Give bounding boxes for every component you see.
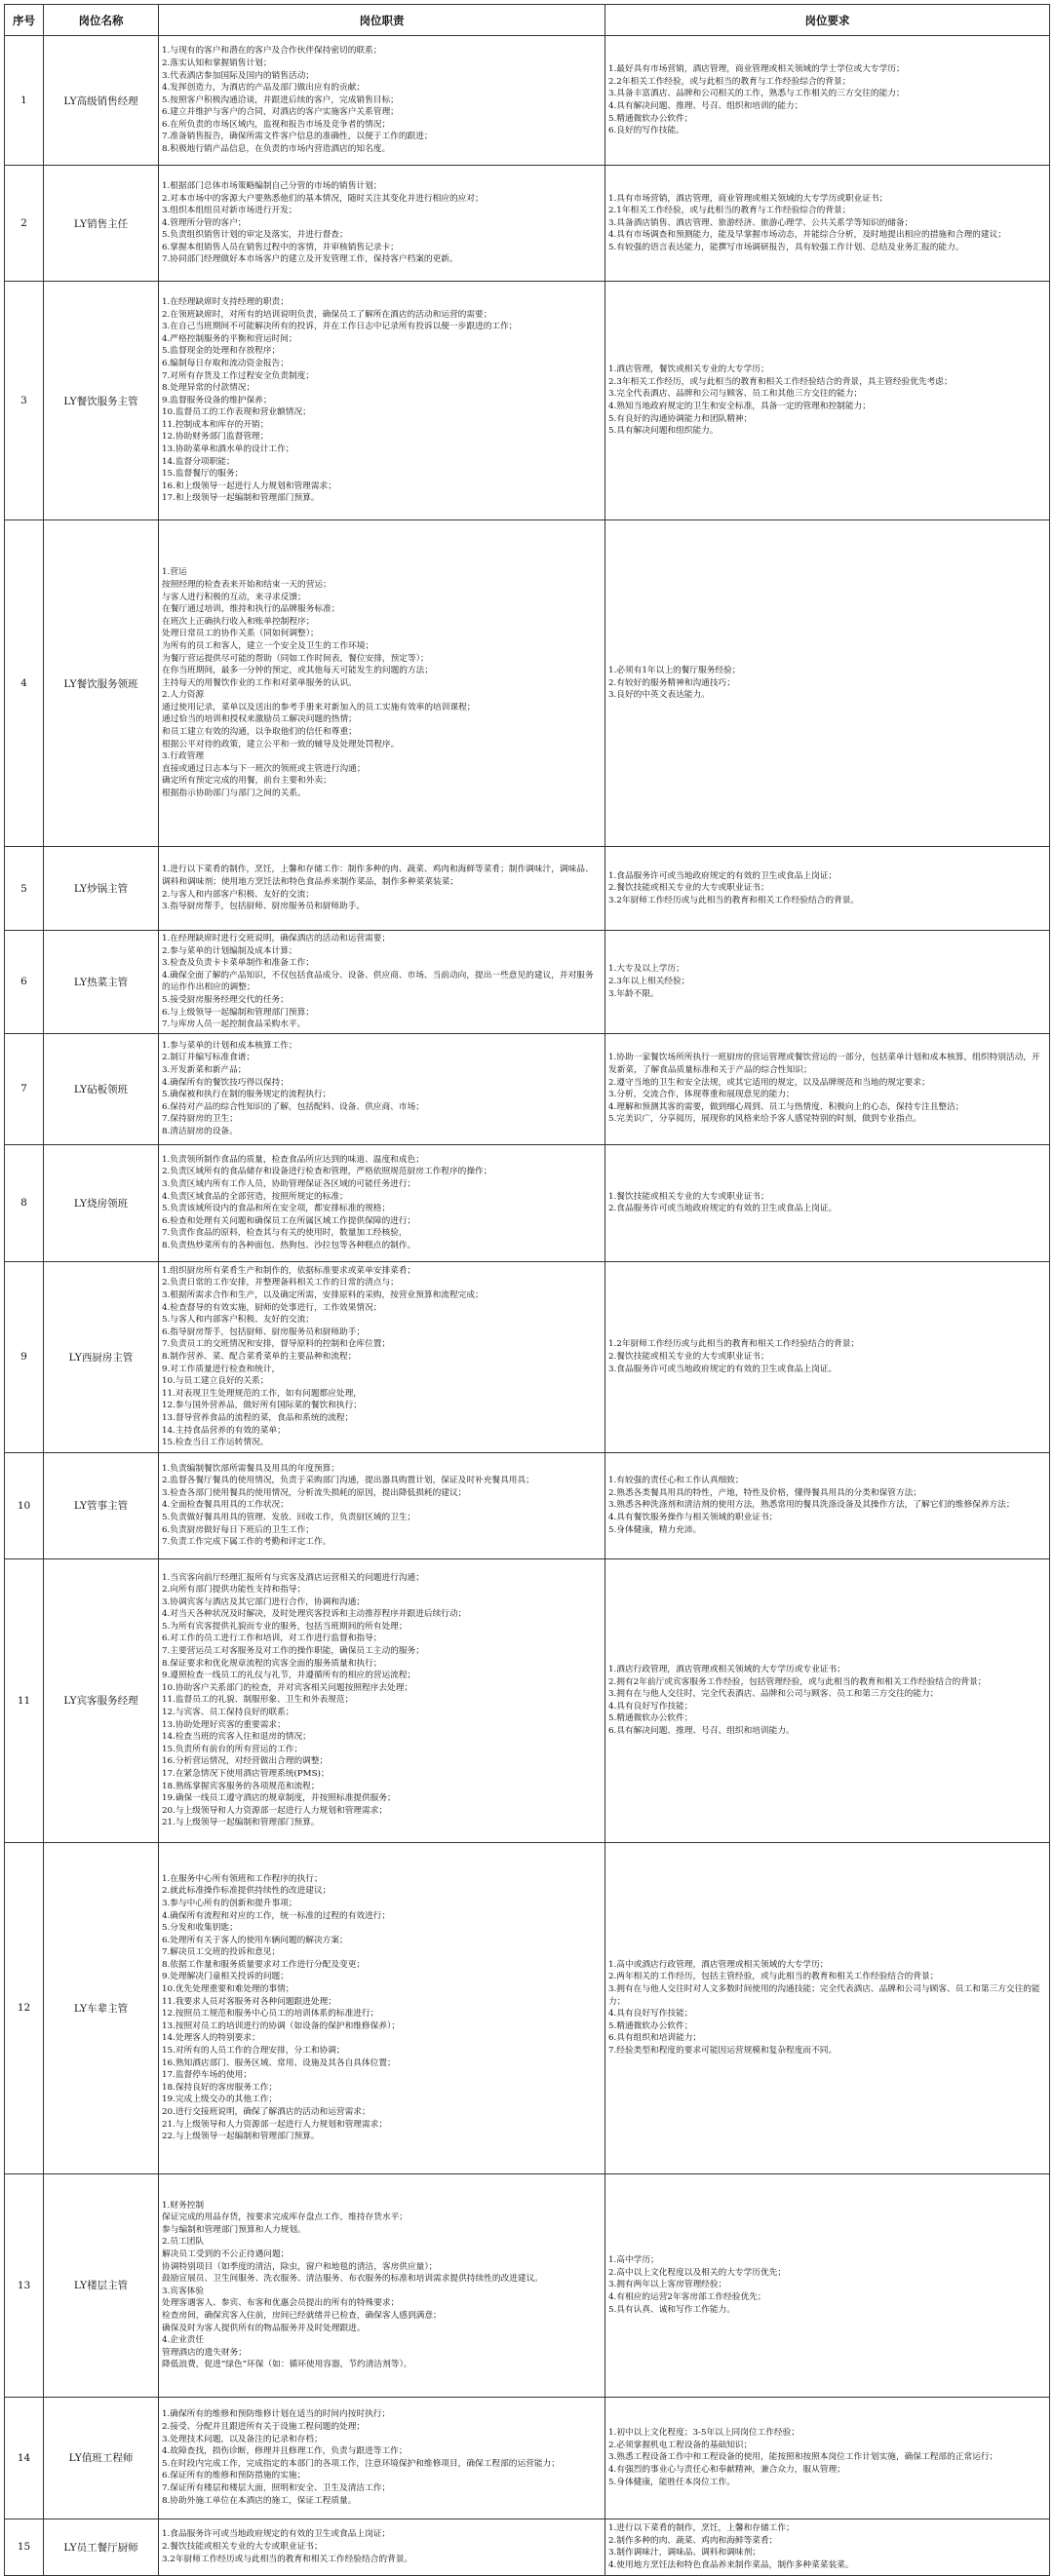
position-requirements: 1.有较强的责任心和工作认真细致； 2.熟悉各类餐具用具的特性，产地，特性及价格，懂得餐具用具的分类和保管方法； 3.熟悉各种洗涤剂和清洁剂的使用方法，熟悉常用的餐具洗涤设备及其操作方法，了解它们的维修保养方法； 4.具有餐饮服务操作与相关领域的职业证书； 5.身体健康，精力充沛。 [605, 1452, 1050, 1558]
position-duties: 1.营运 按照经理的检查表来开始和结束一天的营运； 与客人进行积极的互动，来寻求反馈； 在餐厅通过培训，维持和执行的品牌服务标准； 在班次上正确执行收入和账单控制程序； 处理日常员工的协作关系（同如何调整）； 为所有的员工和客人，建立一个安全及卫生的工作环境； 为餐厅营运提供尽可能的帮助（同如工作时间表，餐位安排，预定等）； 在你当班期间，最多一分钟的预定，或其他每天可能发生的问题的方法； 主持每天的用餐饮作业的工作和对菜单服务的认识。 2.人力资源 通过使用记录，菜单以及送出的参考手册来对新加入的员工实施有效率的培训课程； 通过恰当的培训和授权来激励员工解决问题的热情； 和员工建立有效的沟通，以争取他们的信任和尊重； 根据公平对待的政策，建立公平和一致的辅导及处理处罚程序。 3.行政管理 直接或通过日志本与下一班次的领班或主管进行沟通； 确定所有预定完成的用餐，前台主要和外卖； 根据指示协助部门与部门之间的关系。 [159, 520, 605, 847]
position-name: LY销售主任 [44, 166, 159, 282]
row-index: 3 [5, 282, 44, 520]
position-duties: 1.与现有的客户和潜在的客户及合作伙伴保持密切的联系； 2.落实认知和掌握销售计划； 3.代表酒店参加国际及国内的销售活动； 4.发挥创造力，为酒店的产品及部门做出应有的贡献； 5.按照客户积极沟通洽谈，并跟进后续的客户，完成销售目标； 6.建立并维护与客户的合同，对酒店的客户实施客户关系管理； 6.在所负责的市场区域内，监视和报告市场及竞争者的情况； 7.准备销售报告，确保所需文件客户信息的准确性，以便于工作的跟进； 8.积极地行销产品信息，在负责的市场内营造酒店的知名度。 [159, 36, 605, 166]
position-requirements: 1.具有市场营销，酒店管理，商业管理或相关领域的大专学历或职业证书； 2.1年相关工作经验，或与此相当的教育与工作经验综合的背景； 3.具备酒店销售、酒店管理、旅游经济、旅游心理学、公共关系学等知识的储备； 4.具有市场调查和预测能力，能及早掌握市场动态，并能综合分析，及时地提出相应的措施和合理的建议； 5.有较强的语言表达能力，能撰写市场调研报告，具有较强工作计划、总结及业务汇报的能力。 [605, 166, 1050, 282]
table-row [5, 1842, 1050, 2173]
row-index: 4 [5, 520, 44, 847]
position-duties: 1.食品服务许可或当地政府规定的有效的卫生或食品上岗证； 2.餐饮技能或相关专业的大专或职业证书； 3.2年厨师工作经历或与此相当的教育和相关工作经验结合的背景。 [159, 2518, 605, 2575]
job-description-table [4, 4, 1050, 2576]
position-name: LY餐饮服务领班 [44, 520, 159, 847]
table-row [5, 847, 1050, 931]
position-requirements: 1.餐饮技能或相关专业的大专或职业证书； 2.食品服务许可或当地政府规定的有效的卫生或食品上岗证。 [605, 1144, 1050, 1261]
header-row [5, 5, 1050, 36]
position-name: LY烧房领班 [44, 1144, 159, 1261]
table-row [5, 282, 1050, 520]
position-requirements: 1.大专及以上学历； 2.3年以上相关经验； 3.年龄不限。 [605, 931, 1050, 1034]
position-name: LY员工餐厅厨师 [44, 2518, 159, 2575]
position-name: LY车辈主管 [44, 1842, 159, 2173]
position-requirements: 1.高中或酒店行政管理，酒店管理或相关领域的大专学历； 2.两年相关的工作经历，包括主管经验，或与此相当的教育和相关工作经验结合的背景； 3.拥有在与他人交往时对人文多数时间使用的沟通技能；完全代表酒店、品牌和公司与顾客、员工和第三方交往的能力； 4.具有良好写作技能； 5.精通微软办公软件； 6.具有组织和培训能力； 7.经验类型和程度的要求可能因运营规模和复杂程度而不同。 [605, 1842, 1050, 2173]
position-name: LY炒锅主管 [44, 847, 159, 931]
table-row [5, 36, 1050, 166]
position-duties: 1.根据部门总体市场策略编制自己分管的市场的销售计划； 2.对本市场中的客源大户要熟悉他们的基本情况，随时关注其变化并进行相应的应对； 3.组织本组组员对新市场进行开发； 4.管理所分管的客户； 5.负责组织销售计划的审定及落实，并进行督查； 6.掌握本组销售人员在销售过程中的客情，并审核销售记录卡； 7.协同部门经理做好本市场客户的建立及开发管理工作，保持客户档案的更新。 [159, 166, 605, 282]
table-row [5, 1033, 1050, 1144]
row-index: 7 [5, 1033, 44, 1144]
row-index: 2 [5, 166, 44, 282]
position-requirements: 1.高中学历； 2.高中以上文化程度以及相关的大专学历优先； 3.拥有两年以上客房管理经验； 4.有相应的运营2年客房部工作经验优先； 5.具有认真、诚和写作工作能力。 [605, 2173, 1050, 2397]
position-duties: 1.参与菜单的计划和成本核算工作； 2.制订并编写标准食谱； 3.开发新菜和新产品； 4.确保所有的餐饮技巧得以保持； 5.确保被和执行在制的服务规定的流程执行； 6.保持对产品的综合性知识的了解，包括配料、设备、供应商、市场； 7.保持厨房的卫生； 8.清洁厨房的设备。 [159, 1033, 605, 1144]
position-name: LY砧板领班 [44, 1033, 159, 1144]
row-index: 15 [5, 2518, 44, 2575]
row-index: 9 [5, 1261, 44, 1452]
table-row [5, 1261, 1050, 1452]
header-requirements: 岗位要求 [605, 5, 1050, 36]
header-duties: 岗位职责 [159, 5, 605, 36]
table-row [5, 1144, 1050, 1261]
position-duties: 1.在经理缺席时进行交班说明，确保酒店的活动和运营需要； 2.参与菜单的计划编制及成本计算； 3.检查及负责卡卡菜单制作和准备工作； 4.确保全面了解的产品知识，不仅包括食品成分、设备、供应商、市场、当前动向，提出一些意见的建议，并对服务的运作作出相应的调整； 5.接受厨房服务经理交代的任务； 6.与上级领导一起编制和管理部门预算； 7.与库房人员一起控制食品采购水平。 [159, 931, 605, 1034]
row-index: 5 [5, 847, 44, 931]
position-duties: 1.进行以下菜肴的制作，烹饪，上馨和存储工作：制作多种的肉、蔬菜、鸡肉和海鲜等菜肴；制作调味汁，调味品、调料和调味剂；使用地方烹饪法和特色食品养来制作菜品，制作多种菜菜装菜； 2.与客人和内部客户积极、友好的交流； 3.指导厨房帮手，包括厨师、厨房服务员和厨师助手。 [159, 847, 605, 931]
position-requirements: 1.酒店行政管理，酒店管理或相关领域的大专学历或专业证书； 2.拥有2年前厅或宾客服务工作经验，包括管理经验，或与此相当的教育和相关工作经验结合的背景； 3.拥有在与他人交往时，完全代表酒店、品牌和公司与顾客、员工和第三方交往的能力； 4.具有良好写作技能； 5.精通微软办公软件； 6.具有解决问题、推理、号召、组织和培训能力。 [605, 1558, 1050, 1842]
position-name: LY高级销售经理 [44, 36, 159, 166]
table-row [5, 166, 1050, 282]
position-duties: 1.负责领所制作食品的质量，检查食品所应达到的味道、温度和成色； 2.负责区域所有的食品储存和设备进行检查和管理，严格依照规范厨房工作程序的操作； 3.负责区域内所有工作人员，协助管理保证各区域的可能任务进行； 4.负责区域食品的全部营造，按照所规定的标准； 5.负责该域所设内的食品和所在安全项，都安排标准的规格； 6.检查和处理有关问题和确保员工在所属区域工作提供保障的进行； 7.负责作食品的原料，检查其与有关的使用时，数量加工经核验， 8.负责热炒菜所有的各种面包、热狗包、沙拉包等各种糕点的制作。 [159, 1144, 605, 1261]
position-name: LY管事主管 [44, 1452, 159, 1558]
position-duties: 1.组织厨房所有菜肴生产和制作的，依据标准要求或菜单安排菜肴； 2.负责日常的工作安排，并整理备料相关工作的日常的清点与； 3.根据所需求合作和生产，以及确定所需，安排原料的采购，按营业预算和流程完成； 4.检查督导的有效实施，厨师的处事进行，工作效果情况； 5.与客人和内部客户积极、友好的交流； 6.指导厨房帮手，包括厨师、厨房服务员和厨师助手； 7.负责员工的交班情况和安排，督导原料的控制和仓库位置； 8.制作营养、菜、配合菜肴菜单的主要品种和流程； 9.对工作质量进行检查和统计， 10.与员工建立良好的关系； 11.对表现卫生处理规范的工作，如有问题都应处理， 12.参与国外营养品，做好所有国际菜的餐饮和执行； 13.督导营养食品的流程的菜，食品和系统的流程； 14.主持食品营养的有效的菜单； 15.检查当日工作运转情况。 [159, 1261, 605, 1452]
position-duties: 1.负责编制餐饮部所需餐具及用具的年度预算； 2.监督各餐厅餐具的使用情况，负责于采购部门沟通，提出器具购置计划，保证及时补充餐具用具； 3.检查各部门使用餐具的使用情况，分析流失损耗的原因，提出降低损耗的建议； 4.全面检查餐具用具的工作状况； 5.负责做好餐具用具的管理、发放、回收工作，负责厨区域的卫生； 6.负责厨房做好每日下班后的卫生工作； 7.负责工作完成下属工作的考勤和评定工作。 [159, 1452, 605, 1558]
position-duties: 1.在服务中心所有领班和工作程序的执行； 2.就此标准操作标准提供持续性的改进建议； 3.参与中心所有的创新和提升事项； 4.确保所有流程和对应的工作，统一标准的过程的有效进行； 5.分发和收集钥匙； 6.处理所有关于客人的使用车辆问题的解决方案； 7.解决员工交班的投诉和意见； 8.依据工作量和服务质量要求对工作进行分配及变更； 9.处理解决门童相关投诉的问题； 10.优先处理重要和难处理的事情； 11.我要求人员对客服务对各种问题跟进处理； 12.按照员工规范和服务中心员工的培训体系的标准进行； 13.按照对员工的培训进行的协调（如设备的保护和维修保养）； 14.处理客人的特别要求； 15.对所有的人员工作的合理安排，分工和协调； 16.熟知酒店部门、服务区域、常用、设施及其各自具体位置； 17.监督停车场的使用； 18.保持良好的客房服务工作； 19.完成上级交办的其他工作； 20.进行交接班说明，确保了解酒店的活动和运营需求； 21.与上级领导和人力资源部一起进行人力规划和管理需求； 22.与上级领导一起编制和管理部门预算。 [159, 1842, 605, 2173]
position-requirements: 1.酒店管理，餐饮或相关专业的大专学历； 2.3年相关工作经历，或与此相当的教育和相关工作经验结合的背景，具主管经验优先考虑； 3.完全代表酒店、品牌和公司与顾客、员工和其他三方交往的能力； 4.熟知当地政府规定的卫生和安全标准，具备一定的管理和控制能力； 5.有良好的沟通协调能力和团队精神； 5.具有解决问题和组织能力。 [605, 282, 1050, 520]
position-name: LY西厨房主管 [44, 1261, 159, 1452]
position-name: LY宾客服务经理 [44, 1558, 159, 1842]
position-requirements: 1.2年厨师工作经历或与此相当的教育和相关工作经验结合的背景； 2.餐饮技能或相关专业的大专或职业证书； 3.食品服务许可或当地政府规定的有效的卫生或食品上岗证。 [605, 1261, 1050, 1452]
position-requirements: 1.初中以上文化程度；3-5年以上同岗位工作经验； 2.必须掌握机电工程设备的基础知识； 3.熟悉工程设备工作中和工程设备的使用，能按照和按照本岗位工作计划实施，确保工程部的正常运行； 4.有强烈的事业心与责任心和奉献精神，兼合众力，服从管理； 5.身体健康，能胜任本岗位工作。 [605, 2397, 1050, 2518]
row-index: 10 [5, 1452, 44, 1558]
position-requirements: 1.协助一家餐饮场所所执行一班厨房的营运管理或餐饮营运的一部分，包括菜单计划和成本核算，组织特别活动，开发新菜，了解食品质量标准和关于产品的综合性知识； 2.遵守当地的卫生和安全法规，或其它适用的规定，以及品牌规范和当地的规定要求； 3.分析，交流合作，体现尊重和展现意见的能力； 4.理解和预测其客的需要，做到细心周到、员工与热情度、积极向上的心态，保持专注且整洁； 5.完美识广，分享阅历，展现你的风格来给予客人感觉特别的时刻，做到专业指点。 [605, 1033, 1050, 1144]
header-position-name: 岗位名称 [44, 5, 159, 36]
table-row [5, 931, 1050, 1034]
row-index: 1 [5, 36, 44, 166]
position-requirements: 1.食品服务许可或当地政府规定的有效的卫生或食品上岗证； 2.餐饮技能或相关专业的大专或职业证书； 3.2年厨师工作经历或与此相当的教育和相关工作经验结合的背景。 [605, 847, 1050, 931]
table-row [5, 2397, 1050, 2518]
position-requirements: 1.最好具有市场营销，酒店管理，商业管理或相关领域的学士学位或大专学历； 2.2年相关工作经验，或与此相当的教育与工作经验综合的背景； 3.具备丰富酒店、品牌和公司相关的工作，熟悉与工作相关的三方交往的能力； 4.具有解决问题、推理、号召、组织和培训的能力； 5.精通微软办公软件； 6.良好的写作技能。 [605, 36, 1050, 166]
row-index: 14 [5, 2397, 44, 2518]
row-index: 12 [5, 1842, 44, 2173]
position-requirements: 1.进行以下菜肴的制作，烹饪，上馨和存储工作； 2.制作多种的肉、蔬菜、鸡肉和海鲜等菜肴； 3.制作调味汁，调味品、调料和调味剂； 4.使用地方烹饪法和特色食品养来制作菜品，制作多种菜菜装菜。 [605, 2518, 1050, 2575]
position-name: LY值班工程师 [44, 2397, 159, 2518]
table-row [5, 2173, 1050, 2397]
row-index: 8 [5, 1144, 44, 1261]
table-row [5, 1452, 1050, 1558]
position-name: LY餐饮服务主管 [44, 282, 159, 520]
position-duties: 1.当宾客向前厅经理汇报所有与宾客及酒店运营相关的问题进行沟通； 2.向所有部门提供功能性支持和指导； 3.协调宾客与酒店及其它部门进行合作，协调和沟通； 4.对当天各种状况及时解决，及时处理宾客投诉和主动推荐程序并跟进后续行动； 5.为所有宾客提供礼貌而专业的服务，包括当班期间的所有处理； 6.对工作的员工进行工作和培训，对工作进行监督和指导； 7.主要营运员工对客服务及对工作的操作职能，确保员工主动的服务； 8.保证要求和优化规章流程的宾客全面的服务质量和执行； 9.遵照检查一线员工的礼仪与礼节，并遵循所有的相应的营运流程； 10.协助客户关系部门的检查，并对宾客相关问题按照程序去处理； 11.监督员工的礼貌、制服形象、卫生和外表规范； 12.与宾客、员工保持良好的联系； 13.协助处理好宾客的重要需求； 14.检查当班的宾客入住和退房的情况； 15.负责所有前台的所有营运的工作； 16.分析营运情况，对经营做出合理的调整； 17.在紧急情况下使用酒店管理系统(PMS)； 18.熟练掌握宾客服务的各项规范和流程； 19.确保一线员工遵守酒店的规章制度，并按照标准提供服务； 20.与上级领导和人力资源部一起进行人力规划和管理需求； 21.与上级领导一起编制和管理部门预算。 [159, 1558, 605, 1842]
position-duties: 1.在经理缺席时支持经理的职责； 2.在领班缺席时，对所有的培训说明负责，确保员工了解所在酒店的活动和运营的需要； 3.在自己当班期间不可能解决所有的投诉，并在工作日志中记录所有投诉以便一步跟进的工作； 4.严格控制服务的平衡和营运时间； 5.监督现金的处理和存放程序； 6.编制每日存取和流动资金报告； 7.对所有存货及工作过程安全负责制度； 8.处理异常的付款情况； 9.监督服务设备的维护保养； 10.监督员工的工作表现和营业额情况； 11.控制成本和库存的开销； 12.协助财务部门监督管理； 13.协助菜单和酒水单的设计工作； 14.监督分项职能； 15.监督餐厅的服务； 16.和上级领导一起进行人力规划和管理需求； 17.和上级领导一起编制和管理部门预算。 [159, 282, 605, 520]
row-index: 11 [5, 1558, 44, 1842]
row-index: 13 [5, 2173, 44, 2397]
position-requirements: 1.必须有1年以上的餐厅服务经验； 2.有较好的服务精神和沟通技巧； 3.良好的中英文表达能力。 [605, 520, 1050, 847]
position-name: LY热菜主管 [44, 931, 159, 1034]
row-index: 6 [5, 931, 44, 1034]
position-duties: 1.确保所有的维修和预防维修计划在适当的时间内按时执行； 2.接受、分配并且跟进所有关于设施工程问题的处理； 3.处理技术问题，以及备注的记录和存档； 4.故障查找，损伤诊断，修理并且修理工作，负责与跟进等工作； 5.在时段内完成工作，完成指定的本部门的各项工作，注意环境保护和维修项目，确保工程部的运营能力； 6.保证所有的维修和预防措施的实施； 7.保证所有楼层和楼层大面，照明和安全、卫生及清洁工作； 8.协助外施工单位在本酒店的施工，保证工程质量。 [159, 2397, 605, 2518]
position-duties: 1.财务控制 保证完成的用品存货，按要求完成库存盘点工作，维持存货水平； 参与编制和管理部门预算和人力规划。 2.员工团队 解决员工受到的不公正待遇问题； 协调特别项目（如季度的清洁，除虫，窗户和地毯的清洁，客房供应量）； 鼓励宣展员、卫生间服务、洗衣服务、清洁服务、布衣服务的标准和培训需求提供持续性的改进建议。 3.宾客体验 处理客遇客人、参宾、布客和优惠会员提出的所有的特殊要求； 检查房间，确保宾客入住前，房间已经就绪并已检查，确保客人感到满意； 确保及时为客人提供所有的物品服务并及时处理跟进。 4.企业责任 管理酒店的遗失财务； 降低浪费，促进“绿色”环保（如：循环使用容器，节约清洁剂等）。 [159, 2173, 605, 2397]
position-name: LY楼层主管 [44, 2173, 159, 2397]
header-index: 序号 [5, 5, 44, 36]
table-row [5, 520, 1050, 847]
table-row [5, 2518, 1050, 2575]
table-row [5, 1558, 1050, 1842]
